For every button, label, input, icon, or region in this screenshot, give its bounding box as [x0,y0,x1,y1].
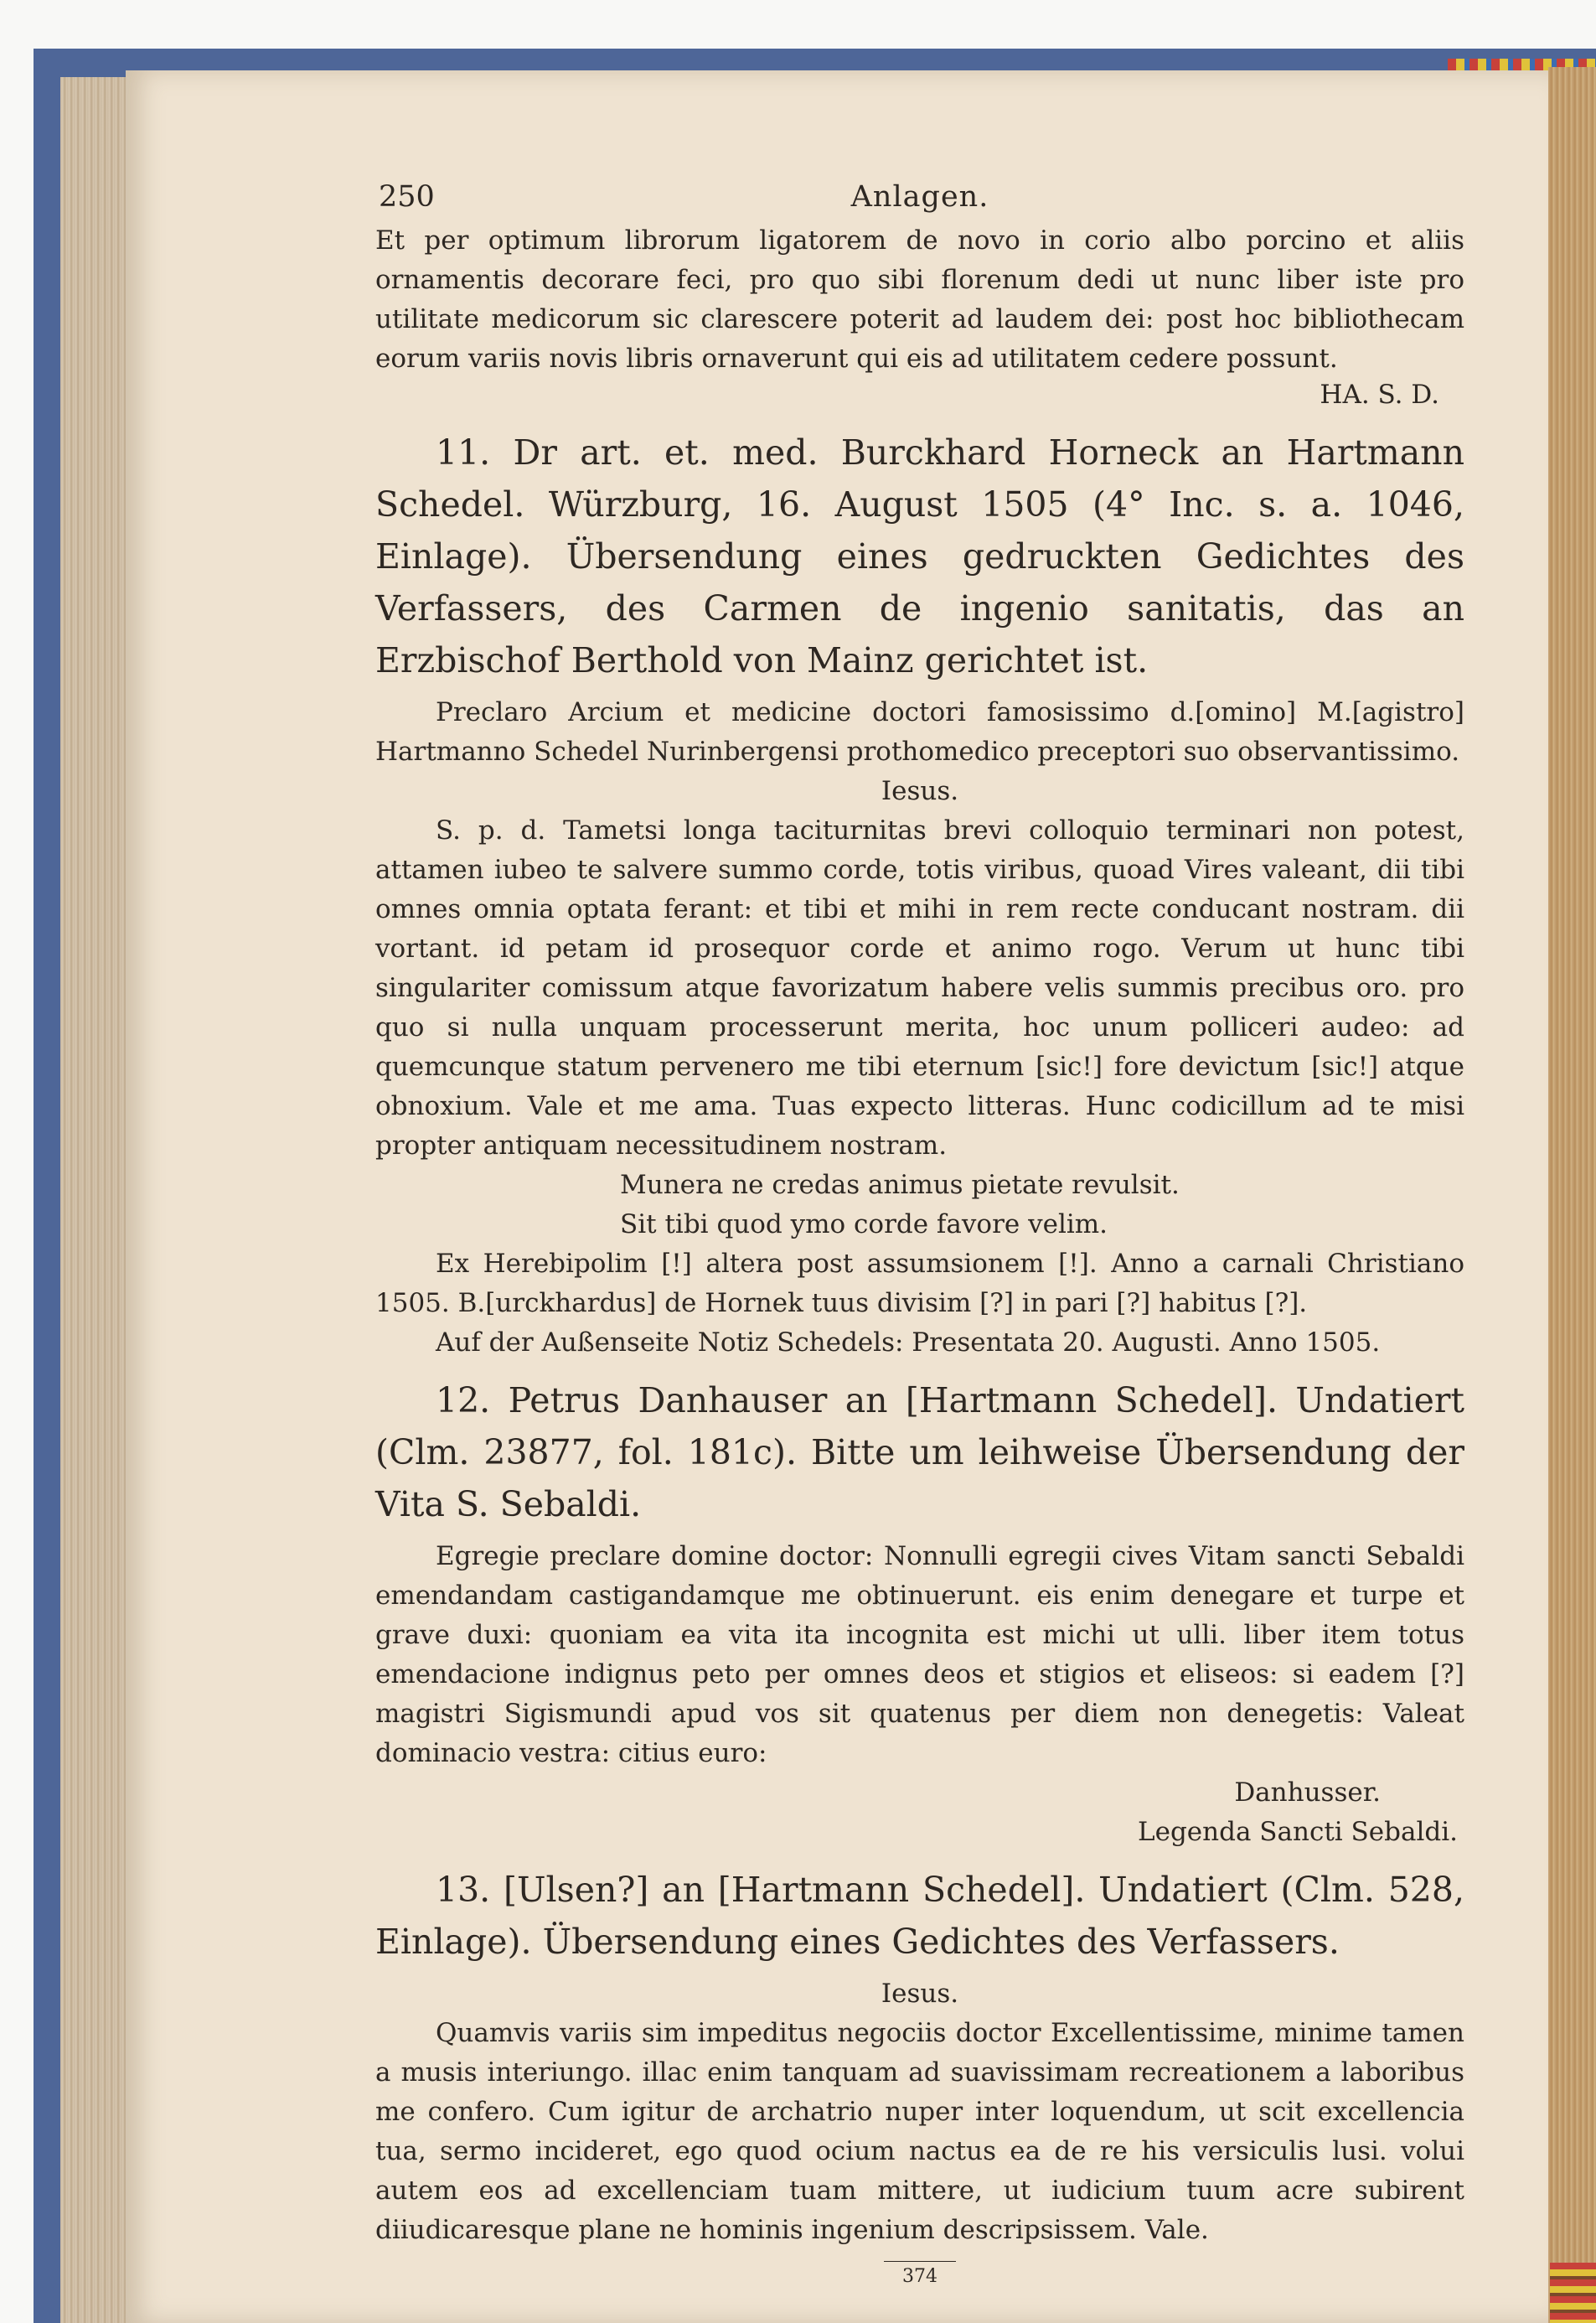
section-13-iesus: Iesus. [881,1979,959,2009]
footer-number: 374 [884,2261,956,2292]
section-11-address: Preclaro Arcium et medicine doctori famosissimo d.[omino] M.[agistro] Hartmanno Schedel Nurinbergensi prothomedico preceptori suo observantissimo. [375,697,1464,767]
section-11-heading: 11. Dr art. et. med. Burckhard Horneck an Hartmann Schedel. Würzburg, 16. August 1505 (4° Inc. s. a. 1046, Einlage). Übersendung eines gedruckten Gedichtes des Verfassers, des Carmen de ingenio sanitatis, das an Erzbischof Berthold von Mainz gerichtet ist. [375,432,1464,680]
section-11-verse-1: Munera ne credas animus pietate revulsit. [620,1170,1180,1200]
page-stack-right-edge [1548,67,1596,2323]
page-footer [375,2257,1464,2296]
running-header [375,168,1464,221]
intro-paragraph: Et per optimum librorum ligatorem de novo in corio albo porcino et aliis ornamentis decorare feci, pro quo sibi florenum dedi ut nunc liber iste pro utilitate medicorum sic clarescere poterit ad laudem dei: post hoc bibliothecam eorum variis novis libris ornaverunt qui eis ad utilitatem cedere possunt. [375,225,1464,374]
section-11-body: S. p. d. Tametsi longa taciturnitas brevi colloquio terminari non potest, attamen iubeo te salvere summo corde, totis viribus, quoad Vires valeant, dii tibi omnes omnia optata ferant: et tibi et mihi in rem recte conducant nostram. dii vortant. id petam id prosequor corde et animo rogo. Verum ut hunc tibi singulariter comissum atque favorizatum habere velis summis precibus oro. pro quo si nulla unquam processerunt merita, hoc unum polliceri audeo: ad quemcunque statum pervenero me tibi eternum [sic!] fore devictum [sic!] atque obnoxium. Vale et me ama. Tuas expecto litteras. Hunc codicillum ad te misi propter antiquam necessitudinem nostram. [375,815,1464,1161]
intro-signature: HA. S. D. [1320,380,1439,410]
section-12-subscript: Legenda Sancti Sebaldi. [1138,1817,1458,1847]
page-content [375,168,1464,2296]
bookmark-ribbon-bottom [1550,2263,1596,2323]
section-12-body: Egregie preclare domine doctor: Nonnulli egregii cives Vitam sancti Sebaldi emendandam castigandamque me obtinuerunt. eis enim denegare et turpe et grave duxi: quoniam ea vita ita incognita est michi ut ulli. liber item totus emendacione indignus peto per omnes deos et stigios et eliseos: si eadem [?] magistri Sigismundi apud vos sit quatenus per diem non denegetis: Valeat dominacio vestra: citius euro: [375,1541,1464,1768]
page-number: 250 [379,180,435,214]
section-13-heading: 13. [Ulsen?] an [Hartmann Schedel]. Undatiert (Clm. 528, Einlage). Übersendung eines Gedichtes des Verfassers. [375,1870,1464,1962]
section-12-heading: 12. Petrus Danhauser an [Hartmann Schedel]. Undatiert (Clm. 23877, fol. 181c). Bitte um leihweise Übersendung der Vita S. Sebaldi. [375,1380,1464,1524]
section-11-closing: Ex Herebipolim [!] altera post assumsionem [!]. Anno a carnali Christiano 1505. B.[urckhardus] de Hornek tuus divisim [?] in pari [?] habitus [?]. [375,1249,1464,1318]
section-11-iesus: Iesus. [881,776,959,806]
section-12-signature: Danhusser. [1234,1777,1381,1808]
running-title: Anlagen. [850,180,989,214]
section-11-verse-2: Sit tibi quod ymo corde favore velim. [620,1209,1108,1239]
section-11-note: Auf der Außenseite Notiz Schedels: Presentata 20. Augusti. Anno 1505. [436,1327,1381,1358]
section-13-body: Quamvis variis sim impeditus negociis doctor Excellentissime, minime tamen a musis interiungo. illac enim tanquam ad suavissimam recreationem a laboribus me confero. Cum igitur de archatrio nuper inter loquendum, ut scit excellencia tua, sermo incideret, ego quod ocium nactus ea de re his versiculis lusi. volui autem eos ad excellenciam tuam mittere, ut iudicium tuum acre subirent diiudicaresque plane ne hominis ingenium descripsissem. Vale. [375,2018,1464,2245]
